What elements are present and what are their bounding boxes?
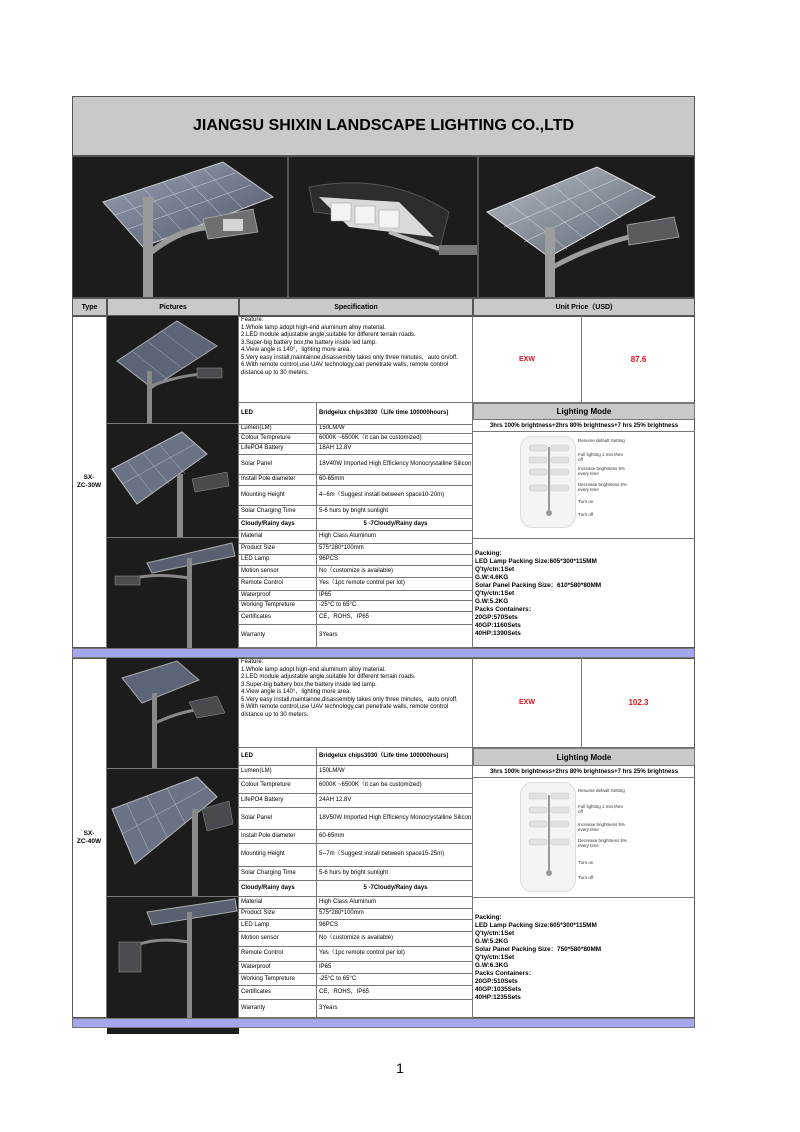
legend-item: Turn on: [578, 499, 594, 504]
spec-value: 4--6m（Suggest install between space10-20m): [317, 486, 473, 506]
spec-label: Warranty: [239, 625, 317, 648]
spec-label: Certificates: [239, 612, 317, 625]
spec-label: Product Size: [239, 544, 317, 555]
spec-value: 150LM/W: [317, 766, 473, 779]
price-value: 87.6: [630, 354, 647, 364]
spec-label: Solar Panel: [239, 808, 317, 830]
legend-item: Decrease brightness 5% every time: [578, 838, 628, 848]
spec-value: 5-6 hurs by bright sunlight: [317, 506, 473, 519]
spec-label: Solar Charging Time: [239, 867, 317, 881]
spec-value: 5 -7Cloudy/Rainy days: [317, 519, 473, 531]
legend-item: Full lighting 1 min,then off: [578, 452, 624, 462]
product-photo: [107, 897, 239, 1018]
spec-label: Working Tempreture: [239, 974, 317, 986]
spec-value: 18V50W Imported High Efficiency Monocrystalline Silicon: [317, 808, 473, 830]
spec-label: LifePO4 Battery: [239, 794, 317, 808]
spec-value: 5 -7Cloudy/Rainy days: [317, 881, 473, 897]
remote-legend: [578, 438, 693, 528]
spec-value: 3Years: [317, 625, 473, 648]
legend-item: Turn off: [578, 875, 594, 880]
page-number: 1: [396, 1060, 404, 1076]
spec-label: Certificates: [239, 986, 317, 1000]
spec-label: Working Tempreture: [239, 601, 317, 612]
spec-value: 150LM/W: [317, 425, 473, 434]
spec-label: Cloudy/Rainy days: [239, 881, 317, 897]
spec-label: Motion sensor: [239, 932, 317, 947]
remote-control-image: [520, 436, 576, 528]
spec-label: Mounting Height: [239, 844, 317, 867]
packing-info: Packing: LED Lamp Packing Size:605*300*115MM Q'ty/ctn:1Set G.W:4.6KG Solar Panel Packing Size：610*580*80MM Q'ty/ctn:1Set G.W:5.2KG Packs Containers： 20GP:570Sets 40GP:1160Sets 40HP:1390Sets: [473, 538, 695, 648]
lighting-mode-title: Lighting Mode: [473, 403, 695, 420]
spec-value: Bridgelux chips3030（Life time 100000hours): [317, 748, 473, 766]
row-separator: [72, 1018, 695, 1028]
spec-label: LED Lamp: [239, 555, 317, 566]
header-unit-price: Unit Price（USD): [473, 298, 695, 316]
lighting-mode-desc: 3hrs 100% brightness+2hrs 80% brightness+7 hrs 25% brightness: [473, 766, 695, 778]
spec-label: Solar Charging Time: [239, 506, 317, 519]
hero-photo-2: [288, 156, 478, 298]
spec-value: No（customize is available): [317, 932, 473, 947]
legend-item: Turn off: [578, 512, 594, 517]
company-title: JIANGSU SHIXIN LANDSCAPE LIGHTING CO.,LTD: [72, 96, 695, 156]
header-type: Type: [72, 298, 107, 316]
spec-value: CE，ROHS，IP65: [317, 986, 473, 1000]
exw-label: EXW: [519, 699, 535, 706]
spec-value: High Class Aluminum: [317, 531, 473, 544]
feature-text: Feature: 1.Whole lamp adopt high-end aluminum alloy material. 2.LED module adjustable angle,suitable for different terrain roads. 3.Super-big battery box,the battery inside led lamp. 4.View angle is 140°，lighting more area. 5.Very easy install,maintainoe,disassembly takes only three minutes，auto on/off. 6.With remote control,use UAV technology,can penetrate walls, remote control distance up to 30 meters.: [239, 658, 473, 748]
spec-value: Yes（1pc remote control per lot): [317, 578, 473, 591]
legend-item: Decrease brightness 5% every time: [578, 482, 628, 492]
header-specification: Specification: [239, 298, 473, 316]
packing-info: Packing: LED Lamp Packing Size:605*300*115MM Q'ty/ctn:1Set G.W:5.2KG Solar Panel Packing Size：750*580*80MM Q'ty/ctn:1Set G.W:6.3KG Packs Containers： 20GP:510Sets 40GP:1035Sets 40HP:1235Sets: [473, 897, 695, 1018]
spec-value: 6000K ~6500K（it can be customized): [317, 434, 473, 444]
lighting-mode-desc: 3hrs 100% brightness+2hrs 80% brightness+7 hrs 25% brightness: [473, 420, 695, 432]
header-pictures: Pictures: [107, 298, 239, 316]
spec-value: High Class Aluminum: [317, 897, 473, 909]
spec-value: 3Years: [317, 1000, 473, 1018]
spec-value: 60-65mm: [317, 830, 473, 844]
spec-value: 575*280*100mm: [317, 909, 473, 920]
feature-text: Feature: 1.Whole lamp adopt high-end aluminum alloy material. 2.LED module adjustable angle,suitable for different terrain roads. 3.Super-big battery box,the battery inside led lamp. 4.View angle is 140°，lighting more area. 5.Very easy install,maintainoe,disassembly takes only three minutes，auto on/off. 6.With remote control,use UAV technology,can penetrate walls, remote control distance up to 30 meters.: [239, 316, 473, 403]
lighting-mode-title: Lighting Mode: [473, 748, 695, 766]
remote-legend: [578, 788, 693, 888]
product-photo: [107, 424, 239, 538]
spec-label: Waterproof: [239, 591, 317, 601]
spec-label: Colour Tempreture: [239, 434, 317, 444]
spec-label: Remote Control: [239, 947, 317, 962]
spec-label: LifePO4 Battery: [239, 444, 317, 455]
spec-value: 18V40W Imported High Efficiency Monocrystalline Silicon: [317, 455, 473, 475]
spec-label: Colour Tempreture: [239, 779, 317, 794]
legend-item: Increase brightness 5% every time: [578, 822, 626, 832]
spec-value: 18AH 12.8V: [317, 444, 473, 455]
spec-label: Lumen(LM): [239, 766, 317, 779]
spec-label: Warranty: [239, 1000, 317, 1018]
spec-value: 5-6 hurs by bright sunlight: [317, 867, 473, 881]
spec-value: Yes（1pc remote control per lot): [317, 947, 473, 962]
spec-value: -25°C to 65°C: [317, 974, 473, 986]
row-separator: [72, 648, 695, 658]
spec-value: 6000K ~6500K（it can be customized): [317, 779, 473, 794]
spec-label: LED: [239, 748, 317, 766]
spec-label: Cloudy/Rainy days: [239, 519, 317, 531]
model-name: SX- ZC-30W: [72, 316, 107, 648]
exw-label: EXW: [519, 355, 535, 363]
hero-photo-3: [478, 156, 695, 298]
spec-label: Material: [239, 531, 317, 544]
product-photo: [107, 538, 239, 648]
spec-label: Waterproof: [239, 962, 317, 974]
product-photo: [107, 316, 239, 424]
spec-label: Motion sensor: [239, 566, 317, 578]
spec-label: Install Pole diameter: [239, 830, 317, 844]
model-name: SX- ZC-40W: [72, 658, 107, 1018]
spec-label: Material: [239, 897, 317, 909]
legend-item: Resume default Setting: [578, 438, 625, 443]
spec-value: 24AH 12.8V: [317, 794, 473, 808]
spec-value: 96PCS: [317, 920, 473, 932]
spec-value: IP65: [317, 962, 473, 974]
spec-label: LED Lamp: [239, 920, 317, 932]
legend-item: Resume default Setting: [578, 788, 625, 793]
spec-label: Product Size: [239, 909, 317, 920]
remote-control-image: [520, 782, 576, 892]
spec-value: IP65: [317, 591, 473, 601]
spec-value: CE，ROHS，IP65: [317, 612, 473, 625]
spec-value: Bridgelux chips3030（Life time 100000hours): [317, 403, 473, 425]
spec-label: Install Pole diameter: [239, 475, 317, 486]
spec-label: LED: [239, 403, 317, 425]
spec-value: 5--7m（Suggest install between space15-25m): [317, 844, 473, 867]
spec-value: -25°C to 65°C: [317, 601, 473, 612]
spec-label: Remote Control: [239, 578, 317, 591]
legend-item: Full lighting 1 min,then off: [578, 804, 624, 814]
product-photo: [107, 769, 239, 897]
legend-item: Increase brightness 5% every time: [578, 466, 626, 476]
spec-value: 575*280*100mm: [317, 544, 473, 555]
price-value: 102.3: [628, 698, 649, 707]
product-photo: [107, 1028, 239, 1034]
spec-label: Lumen(LM): [239, 425, 317, 434]
spec-label: Mounting Height: [239, 486, 317, 506]
spec-value: No（customize is available): [317, 566, 473, 578]
legend-item: Turn on: [578, 860, 594, 865]
spec-label: Solar Panel: [239, 455, 317, 475]
spec-value: 60-65mm: [317, 475, 473, 486]
spec-value: 96PCS: [317, 555, 473, 566]
product-photo: [107, 658, 239, 769]
hero-photo-1: [72, 156, 288, 298]
